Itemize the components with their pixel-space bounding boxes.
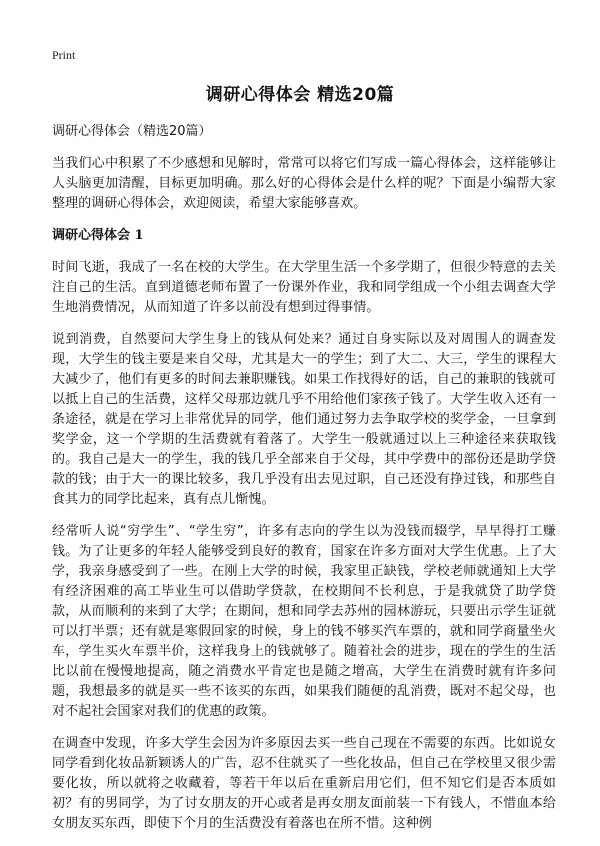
body-paragraph-3: 经常听人说“穷学生”、“学生穷”，许多有志向的学生以为没钱而辍学，早早得打工赚钱。为了让更多的年轻人能够受到良好的教育，国家在许多方面对大学生优惠。上了大学，我亲身感受到了一些。在刚上大学的时候，我家里正缺钱，学校老师就通知上大学有经济困难的高工毕业生可以借助学贷款，在校期间不长利息，于是我就贷了助学贷款，从而顺利的来到了大学；在期间，想和同学去苏州的园林游玩，只要出示学生证就可以打半票；还有就是寒假回家的时候，身上的钱不够买汽车票的，就和同学商量坐火车，学生买火车票半价，这样我身上的钱就够了。随着社会的进步，现在的学生的生活比以前在慢慢地提高，随之消费水平肯定也是随之增高，大学生在消费时就有许多问题，我想最多的就是买一些不该买的东西，如果我们随便的乱消费，既对不起父母，也对不起社会国家对我们的优惠的政策。 [52, 524, 556, 719]
document-subtitle: 调研心得体会（精选20篇） [52, 124, 212, 139]
document-body [52, 122, 556, 846]
body-paragraph-2: 说到消费，自然要问大学生身上的钱从何处来？通过自身实际以及对周围人的调查发现，大学生的钱主要是来自父母，尤其是大一的学生；到了大二、大三，学生的课程大大减少了，他们有更多的时间去兼职赚钱。如果工作找得好的话，自己的兼职的钱就可以抵上自己的生活费，这样父母那边就几乎不用给他们家孩子钱了。大学生收入还有一条途径，就是在学习上非常优异的同学，他们通过努力去争取学校的奖学金，一旦拿到奖学金，这一个学期的生活费就有着落了。大学生一般就通过以上三种途径来获取钱的。我自己是大一的学生，我的钱几乎全部来自于父母，其中学费中的部份还是助学贷款的钱；由于大一的课比较多，我几乎没有出去见过职，自己还没有挣过钱，和那些自食其力的同学比起来，真有点儿惭愧。 [52, 332, 556, 507]
document-title: 调研心得体会 精选20篇 [205, 85, 395, 105]
intro-paragraph: 当我们心中积累了不少感想和见解时，常常可以将它们写成一篇心得体会，这样能够让人头脑更加清醒，目标更加明确。那么好的心得体会是什么样的呢？下面是小编帮大家整理的调研心得体会，欢迎阅读，希望大家能够喜欢。 [52, 156, 556, 211]
body-paragraph-4: 在调查中发现，许多大学生会因为许多原因去买一些自己现在不需要的东西。比如说女同学看到化妆品新颖诱人的广告，忍不住就买了一些化妆品，但自己在学校里又很少需要化妆，所以就将之收藏着，等若干年以后在重新启用它们，但不知它们是否本质如初？有的男同学，为了讨女朋友的开心或者是再女朋友面前装一下有钱人，不惜血本给女朋友买东西，即使下个月的生活费没有着落也在所不惜。这种例 [52, 736, 556, 831]
section-heading: 调研心得体会 1 [52, 228, 144, 243]
print-label: Print [52, 48, 76, 62]
body-paragraph-1: 时间飞逝，我成了一名在校的大学生。在大学里生活一个多学期了，但很少特意的去关注自己的生活。直到道德老师布置了一份课外作业，我和同学组成一个小组去调查大学生地消费情况，从而知道了许多以前没有想到过得事情。 [52, 260, 556, 315]
